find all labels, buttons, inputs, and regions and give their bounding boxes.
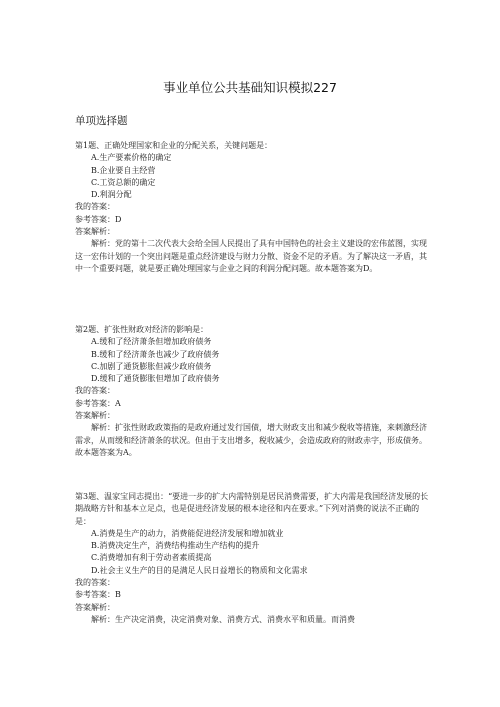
option-d: D.社会主义生产的目的是满足人民日益增长的物质和文化需求 xyxy=(91,565,308,575)
page-title: 事业单位公共基础知识模拟227 xyxy=(163,80,337,95)
reference-answer: 参考答案：A xyxy=(75,398,121,408)
analysis-label: 答案解析： xyxy=(75,411,115,421)
question-stem: 第3题、温家宝同志提出：“要进一步的扩大内需特别是居民消费需要，扩大内需是我国经济发展的长期战略方针和基本立足点，也是促进经济发展的根本途径和内在要求。”下列对消费的说法不正确的是： xyxy=(75,492,429,526)
my-answer: 我的答案： xyxy=(75,386,115,396)
option-c: C.加剧了通货膨胀但减少政府债务 xyxy=(91,361,212,371)
reference-answer: 参考答案：D xyxy=(75,214,122,224)
analysis-text: 解析：党的第十二次代表大会给全国人民提出了具有中国特色的社会主义建设的宏伟蓝图，实现这一宏伟计划的一个突出问题是重点经济建设与财力分散、资金不足的矛盾。为了解决这一矛盾，其中一个重要问题，就是要正确处理国家与企业之间的利润分配问题。故本题答案为D。 xyxy=(75,239,427,273)
reference-answer: 参考答案：B xyxy=(75,590,121,600)
option-b: B.消费决定生产，消费结构推动生产结构的提升 xyxy=(91,541,260,551)
question-stem: 第2题、扩张性财政对经济的影响是： xyxy=(75,325,209,334)
option-d: D.缓和了通货膨胀但增加了政府债务 xyxy=(91,374,220,384)
analysis-label: 答案解析： xyxy=(75,602,115,612)
my-answer: 我的答案： xyxy=(75,202,115,212)
question-2 xyxy=(75,324,430,459)
question-1 xyxy=(75,140,430,275)
section-heading: 单项选择题 xyxy=(75,115,128,127)
option-a: A.缓和了经济萧条但增加政府债务 xyxy=(91,337,212,347)
my-answer: 我的答案： xyxy=(75,578,115,588)
analysis-text: 解析：扩张性财政政策指的是政府通过发行国债，增大财政支出和减少税收等措施，来刺激经济需求，从而缓和经济萧条的状况。但由于支出增多，税收减少，会造成政府的财政赤字，形成债务。故本题答案为A。 xyxy=(75,423,427,457)
option-c: C.消费增加有利于劳动者素质提高 xyxy=(91,553,212,563)
option-a: A.生产要素价格的确定 xyxy=(91,153,172,163)
option-c: C.工资总额的确定 xyxy=(91,177,156,187)
option-a: A.消费是生产的动力，消费能促进经济发展和增加就业 xyxy=(91,528,284,538)
question-3 xyxy=(75,491,430,626)
option-d: D.利润分配 xyxy=(91,190,132,200)
question-stem: 第1题、正确处理国家和企业的分配关系，关键问题是： xyxy=(75,141,273,150)
option-b: B.企业要自主经营 xyxy=(91,165,156,175)
analysis-label: 答案解析： xyxy=(75,227,115,237)
option-b: B.缓和了经济萧条也减少了政府债务 xyxy=(91,349,220,359)
analysis-text: 解析：生产决定消费，决定消费对象、消费方式、消费水平和质量。而消费 xyxy=(91,614,355,624)
